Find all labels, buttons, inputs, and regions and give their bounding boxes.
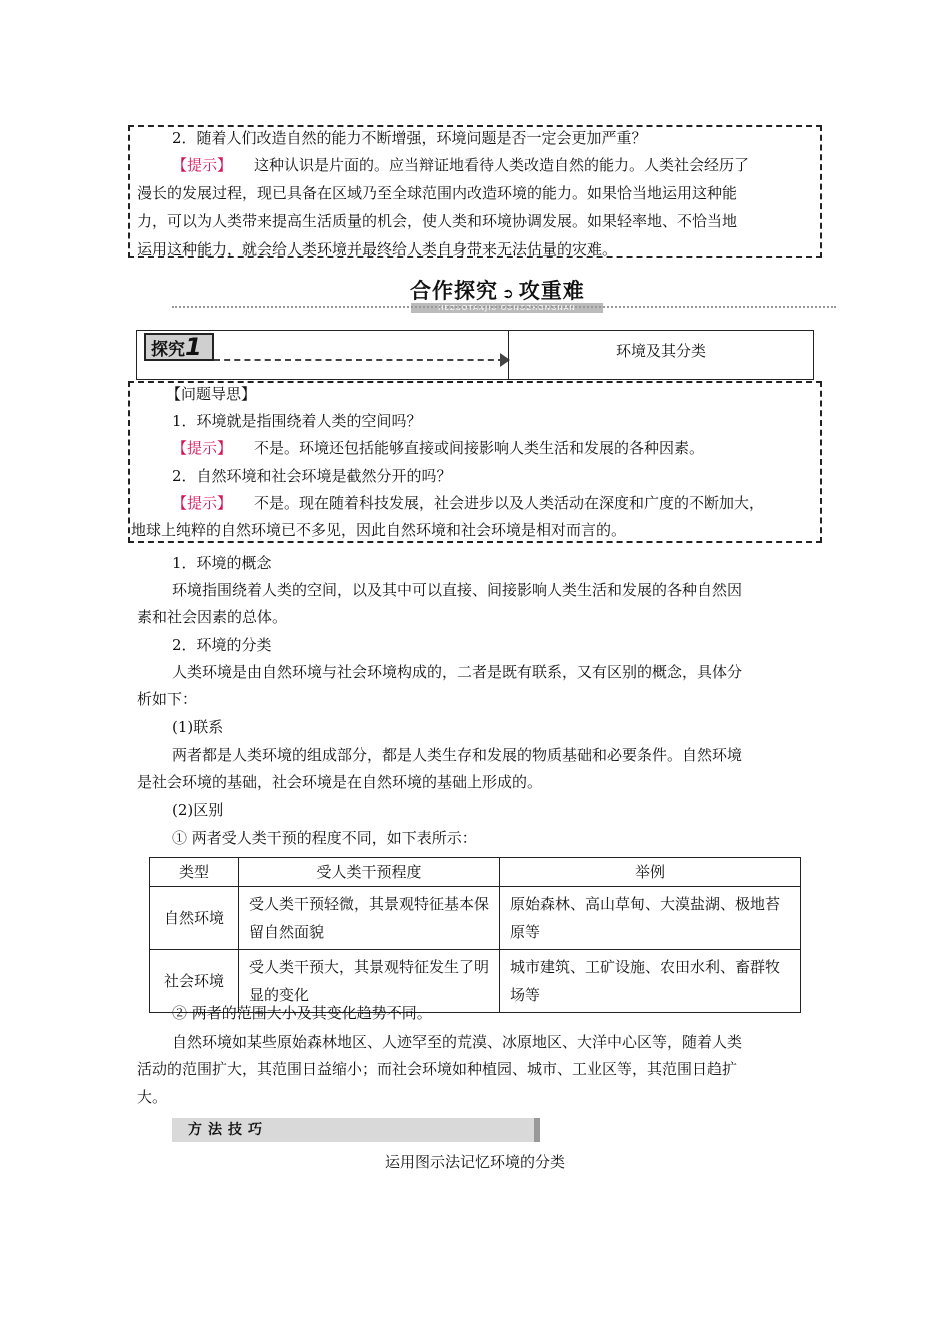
- paragraph: 是社会环境的基础，社会环境是在自然环境的基础上形成的。: [137, 773, 543, 791]
- paragraph: 活动的范围扩大，其范围日益缩小；而社会环境如种植园、城市、工业区等，其范围日趋扩: [137, 1060, 738, 1078]
- table-cell: 受人类干预轻微，其景观特征基本保留自然面貌: [239, 887, 500, 950]
- guide-question-2: 2．自然环境和社会环境是截然分开的吗？: [172, 467, 452, 485]
- answer-line: 运用这种能力，就会给人类环境并最终给人类自身带来无法估量的灾难。: [137, 240, 618, 258]
- section-2-title: 2．环境的分类: [172, 636, 272, 654]
- subsection-link-title: (1)联系: [172, 718, 224, 736]
- table-cell: 原始森林、高山草甸、大漠盐湖、极地苔原等: [500, 887, 801, 950]
- question-guide-box: [128, 381, 822, 543]
- table-header: 举例: [500, 858, 801, 887]
- paragraph: ① 两者受人类干预的程度不同，如下表所示：: [172, 829, 477, 847]
- banner-arrow-icon: ➲: [502, 286, 515, 302]
- hint-answer-2: [172, 155, 749, 175]
- hint-label: 【提示】: [172, 439, 233, 457]
- question-2: 2．随着人们改造自然的能力不断增强，环境问题是否一定会更加严重？: [172, 129, 647, 147]
- explore-tab: 探究1: [144, 333, 214, 361]
- section-1-title: 1．环境的概念: [172, 554, 272, 572]
- hint-label: 【提示】: [172, 156, 233, 174]
- question-guide-heading: 【问题导思】: [166, 385, 257, 403]
- guide-question-1: 1．环境就是指围绕着人类的空间吗？: [172, 412, 422, 430]
- paragraph: 人类环境是由自然环境与社会环境构成的，二者是既有联系，又有区别的概念，具体分: [172, 663, 743, 681]
- explore-arrow: [214, 359, 504, 361]
- explore-title: 环境及其分类: [615, 342, 706, 360]
- paragraph: 大。: [137, 1088, 168, 1106]
- answer-line: 力，可以为人类带来提高生活质量的机会，使人类和环境协调发展。如果轻率地、不恰当地: [137, 212, 738, 230]
- answer-text: 这种认识是片面的。应当辩证地看待人类改造自然的能力。人类社会经历了: [254, 156, 750, 174]
- table-cell: 受人类干预大，其景观特征发生了明显的变化: [239, 950, 500, 1013]
- paragraph: 素和社会因素的总体。: [137, 608, 288, 626]
- method-label: 方法技巧: [188, 1122, 268, 1138]
- guide-answer-2-cont: 地球上纯粹的自然环境已不多见，因此自然环境和社会环境是相对而言的。: [131, 521, 627, 539]
- section-banner-subtitle: HEZUOTANJIU GONGZHONGNAN: [411, 303, 603, 313]
- section-banner-title: 合作探究 ➲ 攻重难: [410, 279, 585, 303]
- table-header: 受人类干预程度: [239, 858, 500, 887]
- subsection-diff-title: (2)区别: [172, 801, 224, 819]
- paragraph: 析如下：: [137, 690, 198, 708]
- paragraph: 两者都是人类环境的组成部分，都是人类生存和发展的物质基础和必要条件。自然环境: [172, 746, 743, 764]
- answer-line: 漫长的发展过程，现已具备在区域乃至全球范围内改造环境的能力。如果恰当地运用这种能: [137, 184, 738, 202]
- paragraph: 环境指围绕着人类的空间，以及其中可以直接、间接影响人类生活和发展的各种自然因: [172, 581, 743, 599]
- table-cell: 城市建筑、工矿设施、农田水利、畜群牧场等: [500, 950, 801, 1013]
- guide-answer-1: 【提示】 不是。环境还包括能够直接或间接影响人类生活和发展的各种因素。: [172, 439, 705, 457]
- table-header-row: [150, 858, 801, 887]
- guide-answer-2: 【提示】 不是。现在随着科技发展，社会进步以及人类活动在深度和广度的不断加大，: [172, 494, 765, 512]
- table-row: [150, 887, 801, 950]
- table-cell: 自然环境: [150, 887, 239, 950]
- table-header: 类型: [150, 858, 239, 887]
- method-title: 运用图示法记忆环境的分类: [384, 1153, 565, 1171]
- paragraph: 自然环境如某些原始森林地区、人迹罕至的荒漠、冰原地区、大洋中心区等，随着人类: [172, 1033, 743, 1051]
- hint-label: 【提示】: [172, 494, 233, 512]
- banner-divider: [172, 306, 836, 308]
- comparison-table: [149, 857, 801, 1013]
- paragraph: ② 两者的范围大小及其变化趋势不同。: [172, 1004, 432, 1022]
- table-cell: 社会环境: [150, 950, 239, 1013]
